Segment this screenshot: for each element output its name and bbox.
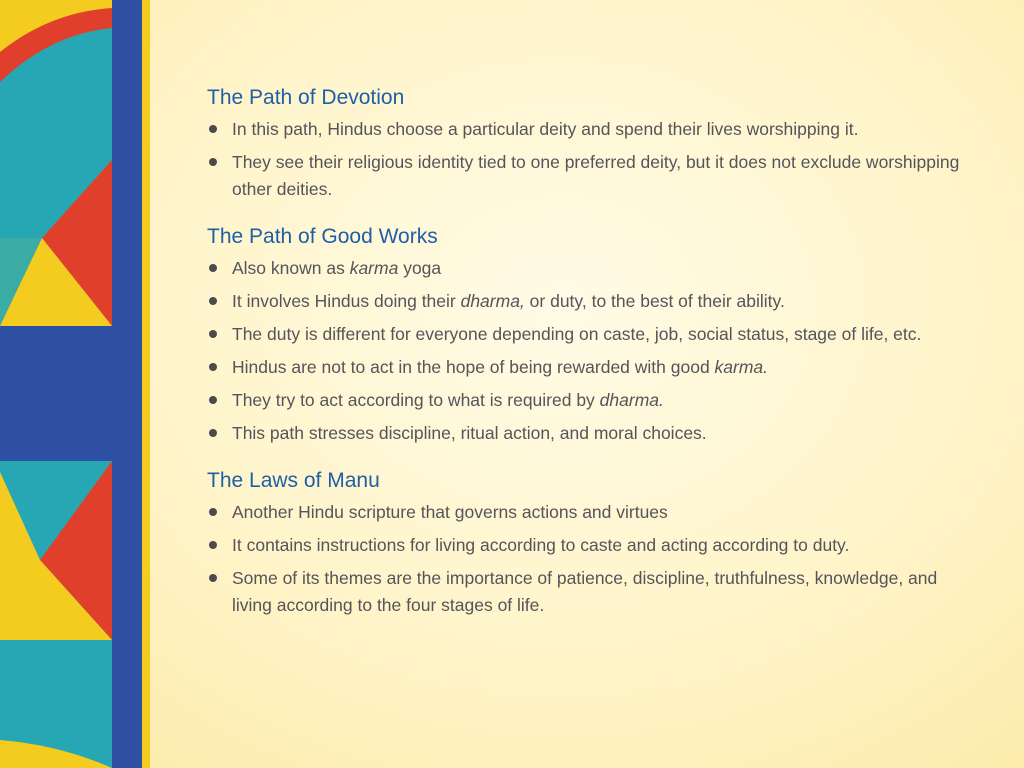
decorative-side-pattern: [0, 0, 150, 768]
bullet-item: [207, 288, 967, 315]
bullet-text: yoga: [398, 258, 442, 278]
section-heading: The Path of Devotion: [207, 86, 405, 109]
bullet-item: [207, 321, 967, 348]
bullet-dot-icon: [209, 541, 217, 549]
bullet-item: [207, 565, 967, 619]
bullet-text: This path stresses discipline, ritual action, and moral choices.: [232, 423, 707, 443]
bullet-text: or duty, to the best of their ability.: [524, 291, 785, 311]
section-heading: The Laws of Manu: [207, 469, 380, 492]
deco-blue-horizontal: [0, 326, 112, 461]
bullet-dot-icon: [209, 158, 217, 166]
bullet-list: [207, 499, 967, 619]
bullet-list: [207, 116, 967, 203]
bullet-text: Also known as: [232, 258, 350, 278]
deco-blue-vertical-bar: [112, 0, 142, 768]
bullet-text: Another Hindu scripture that governs actions and virtues: [232, 502, 668, 522]
bullet-list: [207, 255, 967, 447]
bullet-text: They see their religious identity tied to one preferred deity, but it does not exclude worshipping other deities.: [232, 152, 960, 199]
bullet-item: [207, 255, 967, 282]
bullet-dot-icon: [209, 574, 217, 582]
bullet-text: The duty is different for everyone depending on caste, job, social status, stage of life, etc.: [232, 324, 922, 344]
bullet-text-italic: dharma,: [460, 291, 525, 311]
bullet-text: It involves Hindus doing their: [232, 291, 461, 311]
deco-yellow-edge: [142, 0, 146, 768]
bullet-dot-icon: [209, 396, 217, 404]
bullet-text: They try to act according to what is required by: [232, 390, 600, 410]
bullet-dot-icon: [209, 429, 217, 437]
bullet-item: [207, 532, 967, 559]
bullet-item: [207, 116, 967, 143]
section-path-of-good-works: [207, 223, 967, 447]
bullet-text-italic: karma.: [714, 357, 769, 377]
bullet-item: [207, 354, 967, 381]
bullet-item: [207, 420, 967, 447]
section-path-of-devotion: [207, 84, 967, 203]
bullet-dot-icon: [209, 330, 217, 338]
bullet-dot-icon: [209, 264, 217, 272]
bullet-text-italic: dharma.: [599, 390, 664, 410]
bullet-dot-icon: [209, 508, 217, 516]
bullet-item: [207, 387, 967, 414]
section-laws-of-manu: [207, 467, 967, 619]
bullet-dot-icon: [209, 297, 217, 305]
bullet-item: [207, 149, 967, 203]
bullet-dot-icon: [209, 125, 217, 133]
bullet-text: Some of its themes are the importance of patience, discipline, truthfulness, knowledge, and living according to the four stages of life.: [232, 568, 938, 615]
slide-content: [207, 84, 967, 639]
bullet-text: In this path, Hindus choose a particular deity and spend their lives worshipping it.: [232, 119, 859, 139]
bullet-text-italic: karma: [349, 258, 399, 278]
section-heading: The Path of Good Works: [207, 225, 438, 248]
bullet-dot-icon: [209, 363, 217, 371]
bullet-text: It contains instructions for living according to caste and acting according to duty.: [232, 535, 850, 555]
bullet-text: Hindus are not to act in the hope of being rewarded with good: [232, 357, 715, 377]
bullet-item: [207, 499, 967, 526]
